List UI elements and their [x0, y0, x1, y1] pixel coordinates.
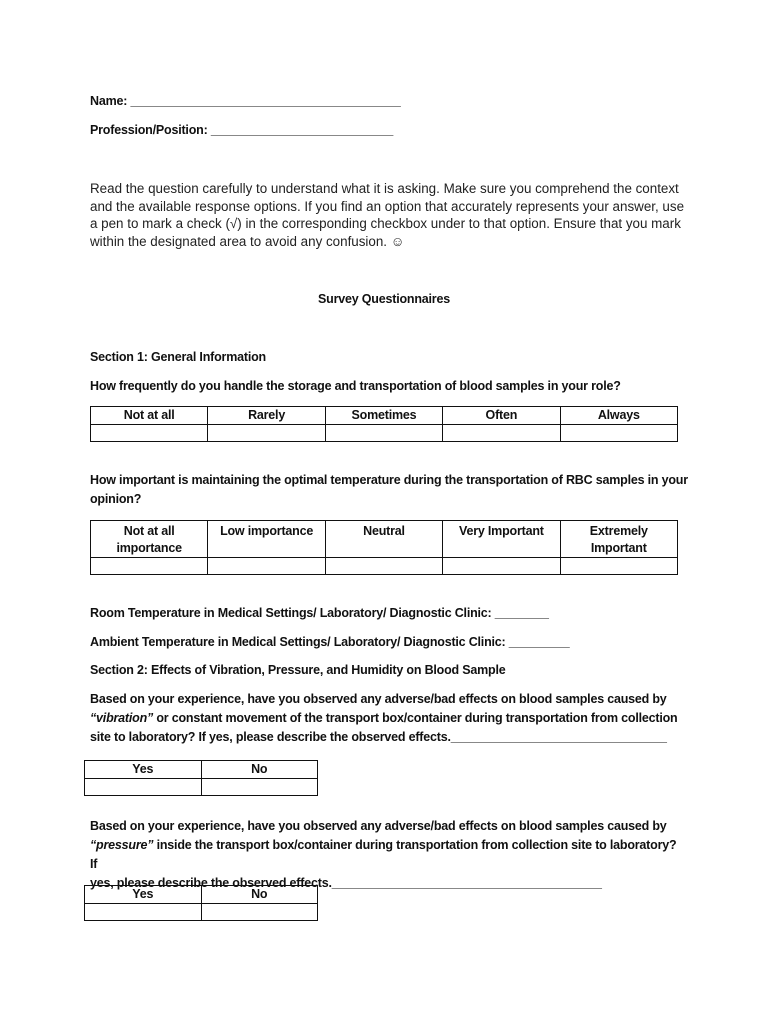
pressure-no-label: No — [201, 886, 318, 904]
checkbox-neutral[interactable] — [325, 558, 442, 575]
checkbox-extremely-important[interactable] — [560, 558, 677, 575]
vibration-no-checkbox[interactable] — [201, 779, 318, 796]
question-importance-line1: How important is maintaining the optimal temperature during the transportation of RBC samples in your — [90, 473, 688, 487]
checkbox-not-at-all[interactable] — [91, 425, 208, 442]
question-pressure-line2 — [90, 836, 680, 874]
pressure-yes-label: Yes — [85, 886, 202, 904]
section2-title: Section 2: Effects of Vibration, Pressure, and Humidity on Blood Sample — [90, 663, 506, 677]
question-frequency: How frequently do you handle the storage and transportation of blood samples in your role? — [90, 379, 621, 393]
option-rarely: Rarely — [208, 407, 325, 425]
option-very-important: Very Important — [443, 521, 560, 558]
pressure-yes-no-table — [84, 885, 318, 921]
name-blank[interactable]: ________________________________________ — [130, 94, 401, 108]
profession-label: Profession/Position: — [90, 123, 208, 137]
checkbox-low-importance[interactable] — [208, 558, 325, 575]
checkbox-not-at-all-importance[interactable] — [91, 558, 208, 575]
vibration-yes-no-table — [84, 760, 318, 796]
option-low-importance: Low importance — [208, 521, 325, 558]
vibration-no-label: No — [201, 761, 318, 779]
option-neutral: Neutral — [325, 521, 442, 558]
question-pressure-line1: Based on your experience, have you observed any adverse/bad effects on blood samples caused by — [90, 819, 667, 833]
question-pressure-line2-text: inside the transport box/container during transportation from collection site to laboratory? If — [90, 838, 677, 871]
instructions-paragraph: Read the question carefully to understand what it is asking. Make sure you comprehend the context and the available response options. If you find an option that accurately represents your answer, use a pen to mark a check (√) in the corresponding checkbox under to that option. Ensure that you mark within the designated area to avoid any confusion. ☺ — [90, 181, 685, 249]
question-vibration-line2 — [90, 709, 680, 728]
question-importance-line2: opinion? — [90, 492, 142, 506]
profession-field[interactable] — [90, 123, 393, 137]
profession-blank[interactable]: ___________________________ — [210, 123, 394, 137]
option-not-at-all-importance: Not at all importance — [91, 521, 208, 558]
question-pressure — [90, 817, 680, 893]
question-vibration-line2-text: or constant movement of the transport box/container during transportation from collection — [153, 711, 678, 725]
name-field[interactable] — [90, 94, 401, 108]
option-sometimes: Sometimes — [325, 407, 442, 425]
checkbox-sometimes[interactable] — [325, 425, 442, 442]
pressure-term: “pressure” — [90, 838, 154, 852]
question-vibration-line3[interactable]: site to laboratory? If yes, please describe the observed effects.________________________________ — [90, 730, 667, 744]
room-temperature-field[interactable]: Room Temperature in Medical Settings/ Laboratory/ Diagnostic Clinic: ________ — [90, 606, 549, 620]
vibration-term: “vibration” — [90, 711, 154, 725]
checkbox-always[interactable] — [560, 425, 677, 442]
frequency-options-table — [90, 406, 678, 442]
survey-title: Survey Questionnaires — [318, 292, 450, 306]
vibration-yes-label: Yes — [85, 761, 202, 779]
name-label: Name: — [90, 94, 128, 108]
question-vibration-line1: Based on your experience, have you observed any adverse/bad effects on blood samples caused by — [90, 692, 667, 706]
checkbox-rarely[interactable] — [208, 425, 325, 442]
option-extremely-important: Extremely Important — [560, 521, 677, 558]
importance-options-table — [90, 520, 678, 575]
vibration-yes-checkbox[interactable] — [85, 779, 202, 796]
option-not-at-all: Not at all — [91, 407, 208, 425]
pressure-yes-checkbox[interactable] — [85, 904, 202, 921]
checkbox-often[interactable] — [443, 425, 560, 442]
question-vibration — [90, 690, 680, 747]
ambient-temperature-field[interactable]: Ambient Temperature in Medical Settings/ Laboratory/ Diagnostic Clinic: _________ — [90, 635, 570, 649]
question-pressure-line3[interactable]: yes, please describe the observed effects.________________________________________ — [90, 876, 602, 890]
option-always: Always — [560, 407, 677, 425]
pressure-no-checkbox[interactable] — [201, 904, 318, 921]
section1-title: Section 1: General Information — [90, 350, 266, 364]
option-often: Often — [443, 407, 560, 425]
checkbox-very-important[interactable] — [443, 558, 560, 575]
